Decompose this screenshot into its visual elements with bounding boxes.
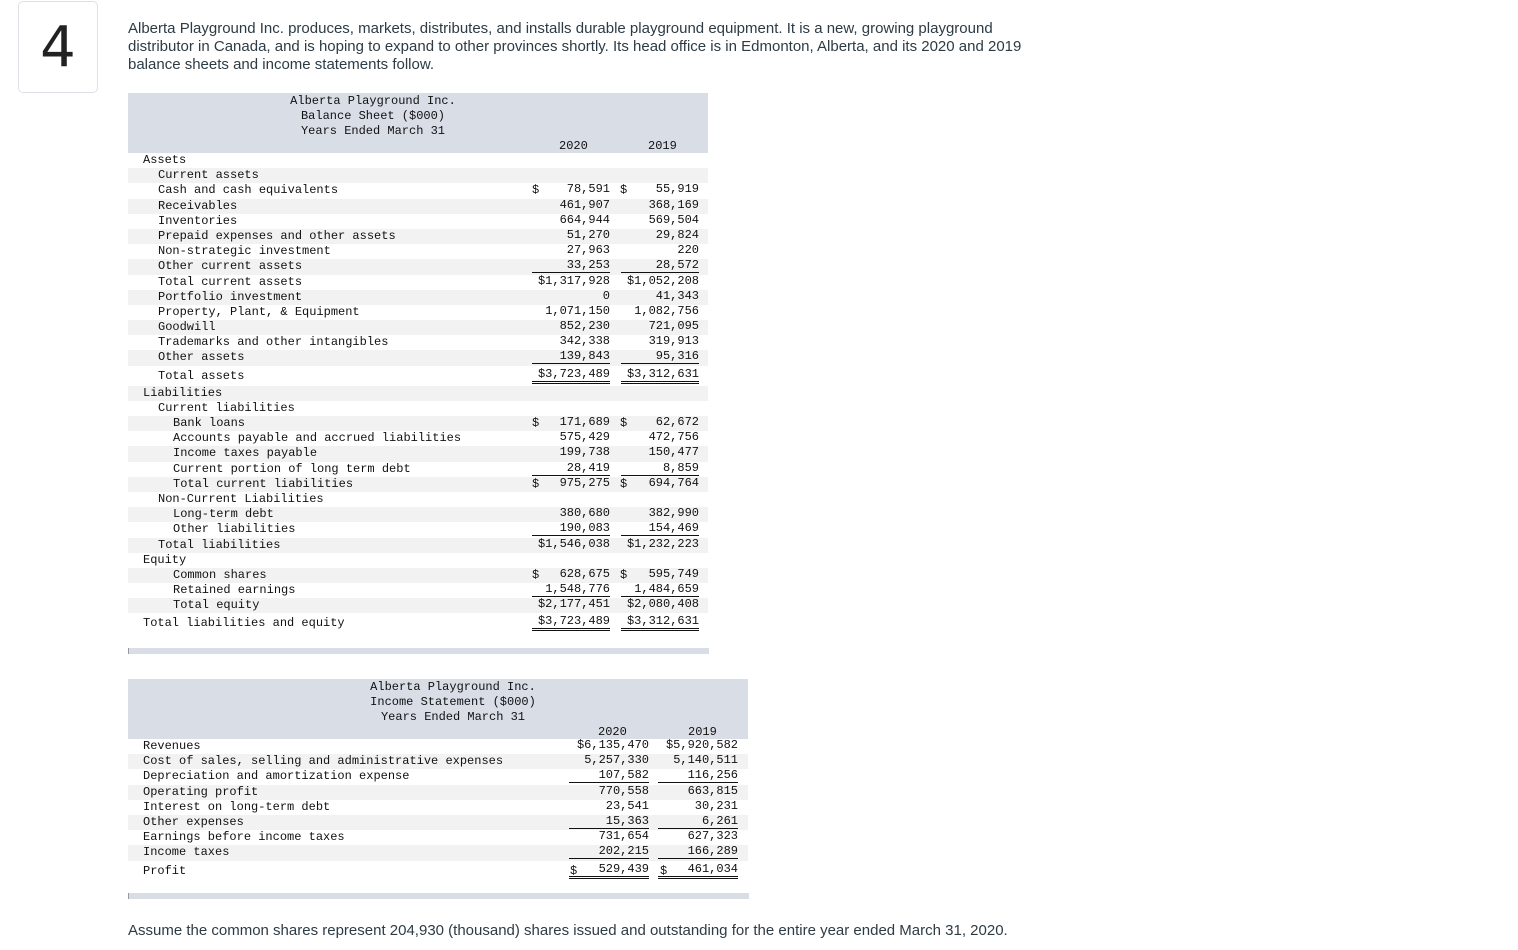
row-label: Interest on long-term debt [143, 799, 331, 814]
balance-sheet-row [128, 598, 708, 613]
balance-sheet [128, 93, 710, 657]
balance-sheet-row [128, 244, 708, 259]
income-statement-row [128, 800, 748, 815]
balance-sheet-row [128, 320, 708, 335]
row-label: Trademarks and other intangibles [158, 335, 389, 350]
balance-sheet-row [128, 275, 708, 290]
row-label: Revenues [143, 739, 201, 753]
row-label: Other assets [158, 350, 245, 365]
row-label: Cash and cash equivalents [158, 183, 339, 198]
dollar-sign-2020: $ [570, 863, 578, 878]
value-2019: 55,919 [655, 182, 699, 197]
balance-sheet-row [128, 477, 708, 492]
value-2020: $2,177,451 [537, 597, 610, 612]
value-2020: 770,558 [598, 783, 649, 798]
balance-sheet-row [128, 553, 708, 568]
dollar-sign-2020: $ [532, 567, 540, 582]
row-label: Liabilities [143, 385, 223, 400]
value-2020: 0 [602, 288, 610, 303]
balance-sheet-title-line-2: Balance Sheet ($000) [300, 109, 446, 123]
value-2019: $2,080,408 [626, 597, 699, 612]
row-label: Other current assets [158, 259, 303, 274]
balance-sheet-row [128, 446, 708, 461]
value-2019: 663,815 [687, 783, 738, 798]
value-2019: 28,572 [621, 259, 699, 273]
balance-sheet-row [128, 259, 708, 274]
value-2020: 15,363 [569, 815, 649, 829]
balance-sheet-row [128, 538, 708, 553]
row-label: Bank loans [173, 416, 246, 430]
value-2019: 116,256 [658, 769, 738, 783]
balance-sheet-row [128, 568, 708, 583]
value-2019: 595,749 [648, 566, 699, 581]
row-label: Total liabilities [158, 537, 281, 552]
balance-sheet-row [128, 522, 708, 537]
balance-sheet-col-2019: 2019 [648, 139, 677, 153]
balance-sheet-title-line-1: Alberta Playground Inc. [290, 94, 456, 108]
row-label: Depreciation and amortization expense [143, 769, 410, 784]
row-label: Inventories [158, 213, 238, 228]
row-label: Current assets [158, 168, 259, 183]
value-2019: 382,990 [648, 506, 699, 521]
value-2020: 190,083 [532, 522, 610, 536]
value-2019: 721,095 [648, 319, 699, 334]
value-2019: $5,920,582 [665, 738, 738, 752]
intro-paragraph: Alberta Playground Inc. produces, markets, distributes, and installs durable playground equipment. It is a new, growing playground distributor in Canada, and is hoping to expand to other provinces shortly. Its head office is in Edmonton, Alberta, and its 2020 and 2019 balance sheets and income statements follow. [128, 20, 1022, 73]
value-2020: 171,689 [559, 415, 610, 429]
row-label: Other expenses [143, 814, 244, 829]
value-2019: 1,082,756 [634, 303, 699, 318]
value-2020: 852,230 [559, 319, 610, 334]
value-2019: 694,764 [648, 475, 699, 490]
balance-sheet-row [128, 290, 708, 305]
income-statement-title-line-3: Years Ended March 31 [380, 710, 526, 724]
row-label: Total liabilities and equity [143, 616, 345, 631]
dollar-sign-2020: $ [532, 476, 540, 491]
income-statement-row [128, 785, 748, 800]
value-2019: 461,034 [658, 862, 738, 879]
value-2020: 5,257,330 [584, 753, 649, 768]
value-2019: 154,469 [621, 522, 699, 536]
value-2019: 8,859 [621, 462, 699, 476]
value-2019: 472,756 [648, 430, 699, 445]
value-2019: $1,052,208 [626, 273, 699, 288]
value-2020: 461,907 [559, 197, 610, 212]
row-label: Accounts payable and accrued liabilities [173, 431, 462, 446]
dollar-sign-2019: $ [620, 476, 628, 491]
balance-sheet-row [128, 386, 708, 401]
income-statement-row [128, 861, 748, 881]
balance-sheet-col-2020: 2020 [559, 139, 588, 153]
row-label: Long-term debt [173, 507, 274, 522]
balance-sheet-row [128, 153, 708, 168]
balance-sheet-row [128, 350, 708, 365]
value-2019: 627,323 [687, 829, 738, 844]
value-2020: 33,253 [532, 259, 610, 273]
value-2019: 368,169 [648, 197, 699, 212]
value-2020: 1,071,150 [545, 303, 610, 318]
row-label: Operating profit [143, 784, 259, 799]
income-statement [128, 679, 750, 903]
value-2020: 628,675 [559, 566, 610, 581]
row-label: Total current assets [158, 274, 303, 289]
income-statement-footer-bar [128, 893, 749, 899]
balance-sheet-header [128, 93, 708, 153]
question-number-badge: 4 [18, 1, 98, 93]
value-2020: 731,654 [598, 829, 649, 844]
value-2020: 575,429 [559, 430, 610, 445]
row-label: Portfolio investment [158, 289, 303, 304]
row-label: Assets [143, 153, 187, 167]
balance-sheet-row [128, 462, 708, 477]
value-2019: 1,484,659 [621, 583, 699, 597]
row-label: Common shares [173, 567, 267, 582]
balance-sheet-title-line-3: Years Ended March 31 [300, 124, 446, 138]
balance-sheet-row [128, 366, 708, 386]
balance-sheet-row [128, 229, 708, 244]
row-label: Retained earnings [173, 583, 296, 598]
balance-sheet-row [128, 431, 708, 446]
balance-sheet-row [128, 583, 708, 598]
row-label: Current portion of long term debt [173, 461, 411, 476]
value-2020: 23,541 [605, 798, 649, 813]
value-2020: $3,723,489 [532, 614, 610, 631]
row-label: Other liabilities [173, 522, 296, 537]
row-label: Income taxes [143, 845, 230, 860]
value-2019: $1,232,223 [626, 536, 699, 551]
dollar-sign-2019: $ [620, 567, 628, 582]
balance-sheet-footer-bar [128, 648, 709, 654]
value-2019: $3,312,631 [621, 367, 699, 384]
value-2020: 51,270 [566, 227, 610, 242]
row-label: Total assets [158, 368, 245, 383]
value-2019: 569,504 [648, 212, 699, 227]
value-2019: 150,477 [648, 445, 699, 460]
value-2020: 78,591 [566, 182, 610, 197]
income-statement-title-line-1: Alberta Playground Inc. [370, 680, 536, 694]
income-statement-title-line-2: Income Statement ($000) [370, 695, 536, 709]
balance-sheet-row [128, 199, 708, 214]
value-2019: 41,343 [655, 288, 699, 303]
value-2019: 6,261 [658, 815, 738, 829]
income-statement-row [128, 815, 748, 830]
row-label: Non-Current Liabilities [158, 491, 324, 506]
value-2019: 5,140,511 [673, 753, 738, 768]
row-label: Profit [143, 863, 187, 878]
row-label: Prepaid expenses and other assets [158, 228, 396, 243]
outro-paragraph: Assume the common shares represent 204,930 (thousand) shares issued and outstanding for the entire year ended March 31, 2020. [128, 922, 1008, 939]
row-label: Equity [143, 552, 187, 567]
income-statement-col-2020: 2020 [598, 725, 627, 739]
value-2020: $3,723,489 [532, 367, 610, 384]
value-2020: 342,338 [559, 334, 610, 349]
dollar-sign-2020: $ [532, 183, 540, 198]
value-2019: 62,672 [655, 415, 699, 429]
value-2020: 529,439 [569, 862, 649, 879]
income-statement-rows [128, 739, 748, 881]
value-2019: 29,824 [655, 227, 699, 242]
income-statement-header [128, 679, 748, 739]
value-2020: 202,215 [569, 845, 649, 859]
row-label: Property, Plant, & Equipment [158, 304, 360, 319]
value-2020: 28,419 [532, 462, 610, 476]
row-label: Non-strategic investment [158, 244, 331, 259]
dollar-sign-2019: $ [660, 863, 668, 878]
dollar-sign-2020: $ [532, 416, 540, 430]
income-statement-row [128, 769, 748, 784]
row-label: Receivables [158, 198, 238, 213]
income-statement-col-2019: 2019 [688, 725, 717, 739]
value-2020: 664,944 [559, 212, 610, 227]
row-label: Income taxes payable [173, 446, 318, 461]
value-2020: 199,738 [559, 445, 610, 460]
dollar-sign-2019: $ [620, 416, 628, 430]
dollar-sign-2019: $ [620, 183, 628, 198]
value-2020: 1,548,776 [532, 583, 610, 597]
balance-sheet-row [128, 492, 708, 507]
balance-sheet-row [128, 305, 708, 320]
value-2020: 107,582 [569, 769, 649, 783]
balance-sheet-row [128, 168, 708, 183]
value-2019: 30,231 [694, 798, 738, 813]
row-label: Current liabilities [158, 400, 295, 415]
balance-sheet-row [128, 613, 708, 633]
balance-sheet-row [128, 507, 708, 522]
balance-sheet-row [128, 335, 708, 350]
value-2019: 95,316 [621, 350, 699, 364]
value-2019: $3,312,631 [621, 614, 699, 631]
value-2020: 27,963 [566, 243, 610, 258]
balance-sheet-row [128, 214, 708, 229]
balance-sheet-rows [128, 153, 708, 633]
row-label: Cost of sales, selling and administrative expenses [143, 754, 504, 769]
value-2020: $6,135,470 [576, 738, 649, 752]
row-label: Goodwill [158, 320, 216, 335]
value-2020: $1,317,928 [537, 273, 610, 288]
value-2020: 380,680 [559, 506, 610, 521]
value-2019: 220 [677, 243, 699, 258]
income-statement-row [128, 845, 748, 860]
row-label: Earnings before income taxes [143, 830, 345, 845]
value-2019: 166,289 [658, 845, 738, 859]
income-statement-row [128, 739, 748, 754]
balance-sheet-row [128, 416, 708, 431]
value-2020: 139,843 [532, 350, 610, 364]
value-2020: 975,275 [559, 475, 610, 490]
value-2019: 319,913 [648, 334, 699, 349]
balance-sheet-row [128, 183, 708, 198]
balance-sheet-row [128, 401, 708, 416]
income-statement-row [128, 754, 748, 769]
row-label: Total current liabilities [173, 476, 354, 491]
value-2020: $1,546,038 [537, 536, 610, 551]
row-label: Total equity [173, 598, 260, 613]
income-statement-row [128, 830, 748, 845]
